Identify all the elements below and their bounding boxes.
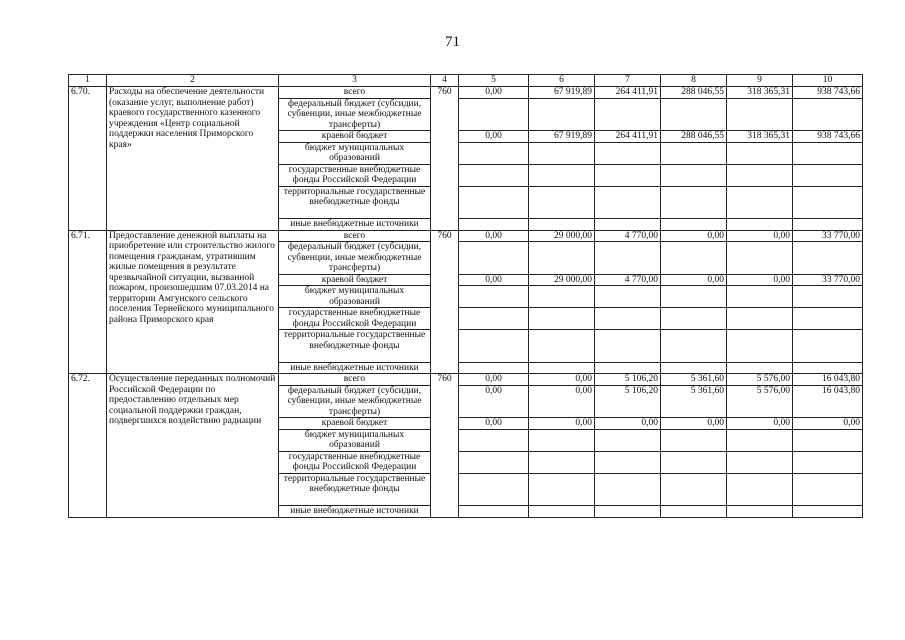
- amount-cell: [459, 186, 529, 219]
- funding-source: федеральный бюджет (субсидии, субвенции, иные межбюджетные трансферты): [279, 385, 431, 418]
- amount-cell: [459, 473, 529, 506]
- amount-cell: 0,00: [793, 418, 863, 430]
- amount-cell: [595, 242, 661, 275]
- amount-cell: [661, 308, 727, 330]
- header-cell: 5: [459, 75, 529, 87]
- amount-cell: [529, 429, 595, 451]
- amount-cell: 29 000,00: [529, 274, 595, 286]
- amount-cell: [793, 286, 863, 308]
- funding-source: краевой бюджет: [279, 418, 431, 430]
- header-cell: 1: [69, 75, 107, 87]
- amount-cell: 5 576,00: [727, 385, 793, 418]
- amount-cell: [595, 451, 661, 473]
- amount-cell: [727, 451, 793, 473]
- amount-cell: [727, 186, 793, 219]
- column-4-code: 760: [431, 230, 459, 374]
- amount-cell: [529, 473, 595, 506]
- table-row: [69, 374, 863, 386]
- amount-cell: 5 361,60: [661, 385, 727, 418]
- amount-cell: [459, 98, 529, 131]
- amount-cell: 5 576,00: [727, 374, 793, 386]
- amount-cell: [529, 362, 595, 374]
- amount-cell: [793, 362, 863, 374]
- amount-cell: [661, 506, 727, 518]
- table-body: [69, 75, 863, 518]
- amount-cell: [459, 164, 529, 186]
- amount-cell: [529, 451, 595, 473]
- amount-cell: [727, 164, 793, 186]
- amount-cell: 0,00: [595, 418, 661, 430]
- amount-cell: [595, 429, 661, 451]
- amount-cell: [595, 308, 661, 330]
- amount-cell: [459, 219, 529, 231]
- funding-source: государственные внебюджетные фонды Российской Федерации: [279, 164, 431, 186]
- amount-cell: [595, 186, 661, 219]
- amount-cell: 0,00: [459, 418, 529, 430]
- amount-cell: [459, 451, 529, 473]
- funding-source: территориальные государственные внебюджетные фонды: [279, 330, 431, 363]
- funding-source: всего: [279, 230, 431, 242]
- amount-cell: [793, 451, 863, 473]
- amount-cell: [529, 219, 595, 231]
- amount-cell: 67 919,89: [529, 131, 595, 143]
- header-cell: 3: [279, 75, 431, 87]
- amount-cell: [595, 98, 661, 131]
- amount-cell: 938 743,66: [793, 87, 863, 99]
- amount-cell: [459, 506, 529, 518]
- section-code: 6.70.: [69, 87, 107, 231]
- funding-source: федеральный бюджет (субсидии, субвенции, иные межбюджетные трансферты): [279, 98, 431, 131]
- amount-cell: [727, 219, 793, 231]
- funding-source: краевой бюджет: [279, 274, 431, 286]
- funding-source: бюджет муниципальных образований: [279, 142, 431, 164]
- amount-cell: [793, 164, 863, 186]
- amount-cell: [529, 330, 595, 363]
- funding-source: иные внебюджетные источники: [279, 506, 431, 518]
- amount-cell: 0,00: [661, 230, 727, 242]
- amount-cell: [595, 142, 661, 164]
- amount-cell: [727, 429, 793, 451]
- amount-cell: [459, 362, 529, 374]
- amount-cell: [661, 142, 727, 164]
- amount-cell: [529, 506, 595, 518]
- amount-cell: [529, 242, 595, 275]
- amount-cell: 5 361,60: [661, 374, 727, 386]
- amount-cell: [595, 219, 661, 231]
- amount-cell: 5 106,20: [595, 374, 661, 386]
- amount-cell: [661, 186, 727, 219]
- funding-source: территориальные государственные внебюджетные фонды: [279, 473, 431, 506]
- header-cell: 2: [107, 75, 279, 87]
- amount-cell: [595, 330, 661, 363]
- amount-cell: 0,00: [727, 274, 793, 286]
- section-code: 6.72.: [69, 374, 107, 518]
- table-row: [69, 87, 863, 99]
- amount-cell: [595, 286, 661, 308]
- amount-cell: [727, 98, 793, 131]
- funding-source: государственные внебюджетные фонды Российской Федерации: [279, 451, 431, 473]
- amount-cell: [459, 308, 529, 330]
- amount-cell: 33 770,00: [793, 274, 863, 286]
- section-name: Расходы на обеспечение деятельности (оказание услуг, выполнение работ) краевого государственного казенного учреждения «Центр социальной поддержки населения Приморского края»: [107, 87, 279, 231]
- amount-cell: [595, 473, 661, 506]
- table-row: [69, 230, 863, 242]
- amount-cell: [661, 242, 727, 275]
- amount-cell: [793, 429, 863, 451]
- funding-source: иные внебюджетные источники: [279, 362, 431, 374]
- funding-source: бюджет муниципальных образований: [279, 286, 431, 308]
- amount-cell: [793, 186, 863, 219]
- amount-cell: [727, 473, 793, 506]
- budget-table: [68, 74, 863, 518]
- amount-cell: [459, 242, 529, 275]
- amount-cell: [529, 164, 595, 186]
- amount-cell: 4 770,00: [595, 274, 661, 286]
- amount-cell: 938 743,66: [793, 131, 863, 143]
- amount-cell: [661, 98, 727, 131]
- funding-source: федеральный бюджет (субсидии, субвенции, иные межбюджетные трансферты): [279, 242, 431, 275]
- section-code: 6.71.: [69, 230, 107, 374]
- amount-cell: [793, 308, 863, 330]
- amount-cell: [727, 142, 793, 164]
- amount-cell: 33 770,00: [793, 230, 863, 242]
- amount-cell: 0,00: [727, 230, 793, 242]
- amount-cell: [793, 219, 863, 231]
- funding-source: всего: [279, 87, 431, 99]
- amount-cell: [459, 286, 529, 308]
- header-cell: 4: [431, 75, 459, 87]
- amount-cell: 4 770,00: [595, 230, 661, 242]
- amount-cell: 264 411,91: [595, 131, 661, 143]
- amount-cell: 0,00: [459, 374, 529, 386]
- amount-cell: [459, 429, 529, 451]
- amount-cell: 318 365,31: [727, 87, 793, 99]
- amount-cell: [529, 186, 595, 219]
- amount-cell: [661, 330, 727, 363]
- amount-cell: 0,00: [529, 374, 595, 386]
- amount-cell: [529, 98, 595, 131]
- amount-cell: [727, 308, 793, 330]
- amount-cell: [529, 308, 595, 330]
- amount-cell: [595, 164, 661, 186]
- column-4-code: 760: [431, 87, 459, 231]
- header-cell: 6: [529, 75, 595, 87]
- amount-cell: [661, 429, 727, 451]
- amount-cell: [529, 286, 595, 308]
- funding-source: всего: [279, 374, 431, 386]
- amount-cell: 67 919,89: [529, 87, 595, 99]
- amount-cell: 29 000,00: [529, 230, 595, 242]
- header-cell: 9: [727, 75, 793, 87]
- amount-cell: [727, 362, 793, 374]
- amount-cell: 0,00: [459, 274, 529, 286]
- amount-cell: [459, 330, 529, 363]
- amount-cell: 0,00: [459, 385, 529, 418]
- amount-cell: 16 043,80: [793, 385, 863, 418]
- amount-cell: 0,00: [459, 230, 529, 242]
- amount-cell: 0,00: [727, 418, 793, 430]
- amount-cell: [793, 98, 863, 131]
- amount-cell: 0,00: [459, 131, 529, 143]
- amount-cell: 0,00: [529, 385, 595, 418]
- funding-source: иные внебюджетные источники: [279, 219, 431, 231]
- amount-cell: 288 046,55: [661, 87, 727, 99]
- amount-cell: [793, 142, 863, 164]
- amount-cell: 0,00: [529, 418, 595, 430]
- section-name: Осуществление переданных полномочий Российской Федерации по предоставлению отдельных мер социальной поддержки граждан, подвергшихся воздействию радиации: [107, 374, 279, 518]
- amount-cell: 264 411,91: [595, 87, 661, 99]
- header-cell: 10: [793, 75, 863, 87]
- amount-cell: 0,00: [661, 274, 727, 286]
- amount-cell: [793, 242, 863, 275]
- amount-cell: [727, 286, 793, 308]
- column-4-code: 760: [431, 374, 459, 518]
- section-name: Предоставление денежной выплаты на приобретение или строительство жилого помещения гражданам, утратившим жилые помещения в результате чрезвычайной ситуации, вызванной пожаром, произошедшим 07.03.2014 на территории Амгунского сельского поселения Тернейского муниципального района Приморского края: [107, 230, 279, 374]
- funding-source: бюджет муниципальных образований: [279, 429, 431, 451]
- amount-cell: [459, 142, 529, 164]
- funding-source: государственные внебюджетные фонды Российской Федерации: [279, 308, 431, 330]
- amount-cell: 16 043,80: [793, 374, 863, 386]
- funding-source: краевой бюджет: [279, 131, 431, 143]
- amount-cell: [793, 330, 863, 363]
- amount-cell: [595, 362, 661, 374]
- amount-cell: 318 365,31: [727, 131, 793, 143]
- amount-cell: [661, 473, 727, 506]
- header-cell: 8: [661, 75, 727, 87]
- amount-cell: [661, 219, 727, 231]
- amount-cell: 5 106,20: [595, 385, 661, 418]
- table-header-row: [69, 75, 863, 87]
- amount-cell: [793, 473, 863, 506]
- amount-cell: [727, 506, 793, 518]
- amount-cell: 0,00: [661, 418, 727, 430]
- amount-cell: [661, 451, 727, 473]
- amount-cell: 288 046,55: [661, 131, 727, 143]
- page-number: 71: [445, 34, 460, 50]
- amount-cell: [529, 142, 595, 164]
- amount-cell: [727, 330, 793, 363]
- amount-cell: [661, 362, 727, 374]
- amount-cell: [661, 164, 727, 186]
- amount-cell: [595, 506, 661, 518]
- header-cell: 7: [595, 75, 661, 87]
- amount-cell: [793, 506, 863, 518]
- amount-cell: [727, 242, 793, 275]
- funding-source: территориальные государственные внебюджетные фонды: [279, 186, 431, 219]
- amount-cell: 0,00: [459, 87, 529, 99]
- amount-cell: [661, 286, 727, 308]
